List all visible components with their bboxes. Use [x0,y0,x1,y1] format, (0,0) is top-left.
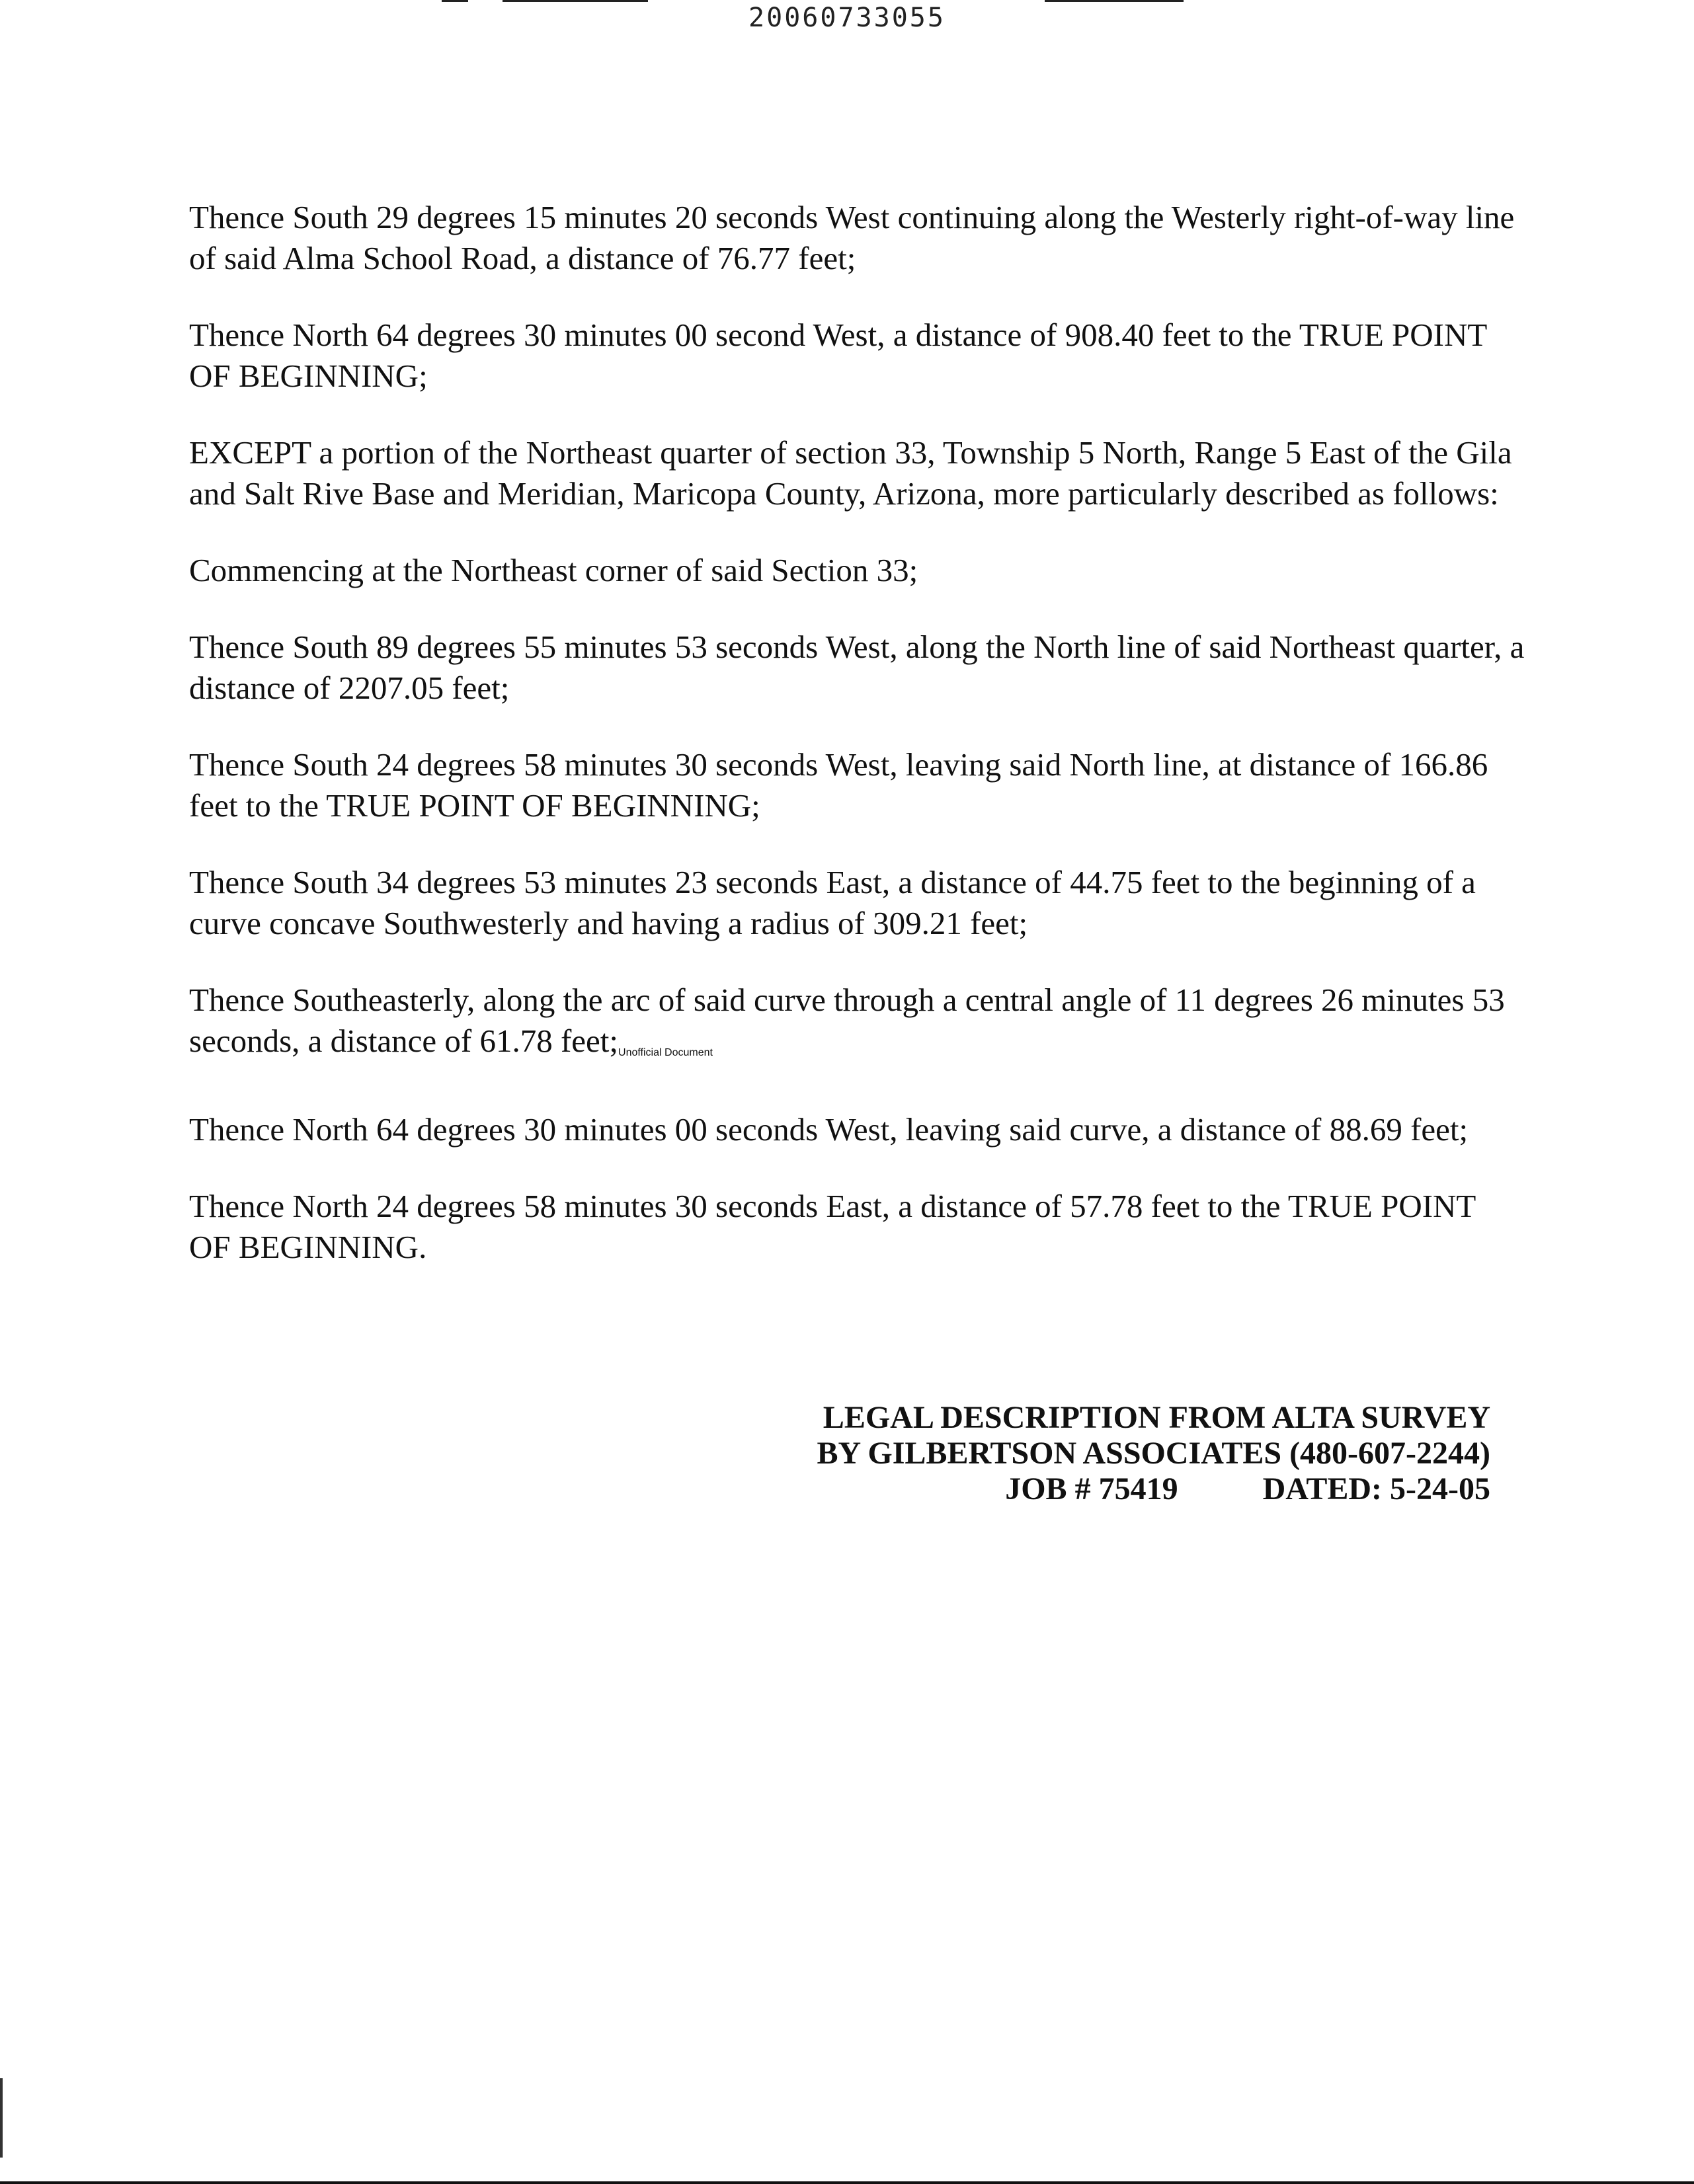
paragraph-2: Thence North 64 degrees 30 minutes 00 second West, a distance of 908.40 feet to the TRUE POINT OF BEGINNING; [189,317,1487,394]
paragraph-5: Thence South 89 degrees 55 minutes 53 seconds West, along the North line of said Northeast quarter, a distance of 2207.05 feet; [189,629,1525,706]
paragraph-1: Thence South 29 degrees 15 minutes 20 seconds West continuing along the Westerly right-of-way line of said Alma School Road, a distance of 76.77 feet; [189,199,1515,276]
document-number: 20060733055 [748,3,946,33]
paragraph-10: Thence North 24 degrees 58 minutes 30 seconds East, a distance of 57.78 feet to the TRUE POINT OF BEGINNING. [189,1188,1476,1265]
attribution-line-3 [817,1471,1491,1507]
paragraph-4: Commencing at the Northeast corner of said Section 33; [189,552,918,588]
legal-description-body [189,197,1525,1304]
dated: DATED: 5-24-05 [1262,1471,1490,1506]
paragraph-8 [189,980,1525,1073]
survey-attribution-block [817,1400,1491,1507]
paragraph-9: Thence North 64 degrees 30 minutes 00 seconds West, leaving said curve, a distance of 88.69 feet; [189,1111,1469,1148]
scan-edge-mark [0,2078,3,2158]
attribution-line-2: BY GILBERTSON ASSOCIATES (480-607-2244) [817,1436,1490,1471]
job-number: JOB # 75419 [1005,1471,1178,1506]
bottom-scan-edge [0,2181,1694,2184]
paragraph-6: Thence South 24 degrees 58 minutes 30 seconds West, leaving said North line, at distance of 166.86 feet to the TRUE POINT OF BEGINNING; [189,746,1488,824]
top-rule-2 [503,0,648,2]
attribution-line-1: LEGAL DESCRIPTION FROM ALTA SURVEY [823,1400,1490,1435]
paragraph-3: EXCEPT a portion of the Northeast quarter of section 33, Township 5 North, Range 5 East of the Gila and Salt Rive Base and Meridian, Maricopa County, Arizona, more particularly described as follows: [189,434,1512,512]
top-rule-1 [442,0,468,2]
paragraph-7: Thence South 34 degrees 53 minutes 23 seconds East, a distance of 44.75 feet to the beginning of a curve concave Southwesterly and having a radius of 309.21 feet; [189,864,1476,941]
paragraph-8-text: Thence Southeasterly, along the arc of said curve through a central angle of 11 degrees 26 minutes 53 seconds, a distance of 61.78 feet; [189,982,1505,1059]
unofficial-document-watermark: Unofficial Document [618,1047,713,1058]
top-rule-3 [1045,0,1184,2]
